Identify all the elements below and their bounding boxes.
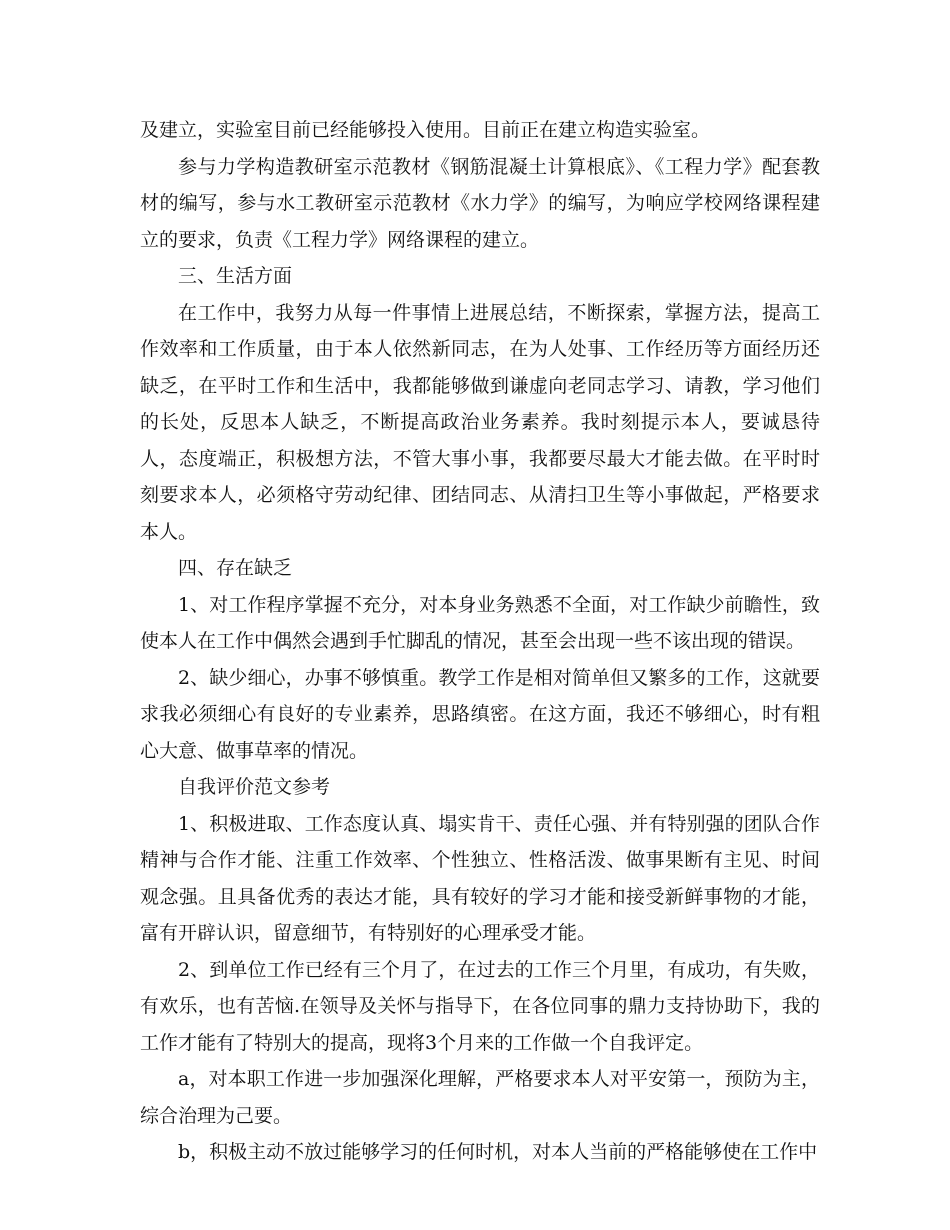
paragraph-item-b: b，积极主动不放过能够学习的任何时机，对本人当前的严格能够使在工作中: [178, 1141, 818, 1163]
paragraph-life-aspects: 在工作中，我努力从每一件事情上进展总结，不断探索，掌握方法，提高工作效率和工作质量，由于本人依然新同志，在为人处事、工作经历等方面经历还缺乏，在平时工作和生活中，我都能够做到谦虚向老同志学习、请教，学习他们的长处，反思本人缺乏，不断提高政治业务素养。我时刻提示本人，要诚恳待人，态度端正，积极想方法，不管大事小事，我都要尽最大才能去做。在平时时刻要求本人，必须格守劳动纪律、团结同志、从清扫卫生等小事做起，严格要求本人。: [140, 301, 820, 543]
section-heading-life: 三、生活方面: [178, 265, 293, 287]
paragraph-continuation: 及建立，实验室目前已经能够投入使用。目前正在建立构造实验室。: [140, 119, 711, 141]
paragraph-shortcoming-1: 1、对工作程序掌握不充分，对本身业务熟悉不全面，对工作缺少前瞻性，致使本人在工作中偶然会遇到手忙脚乱的情况，甚至会出现一些不该出现的错误。: [140, 593, 820, 652]
paragraph-textbook-writing: 参与力学构造教研室示范教材《钢筋混凝土计算根底》、《工程力学》配套教材的编写，参与水工教研室示范教材《水力学》的编写，为响应学校网络课程建立的要求，负责《工程力学》网络课程的建立。: [140, 155, 820, 251]
paragraph-item-a: a，对本职工作进一步加强深化理解，严格要求本人对平安第一，预防为主，综合治理为己要。: [140, 1068, 820, 1127]
paragraph-shortcoming-2: 2、缺少细心，办事不够慎重。教学工作是相对简单但又繁多的工作，这就要求我必须细心有良好的专业素养，思路缜密。在这方面，我还不够细心，时有粗心大意、做事草率的情况。: [140, 666, 820, 762]
paragraph-evaluation-2: 2、到单位工作已经有三个月了，在过去的工作三个月里，有成功，有失败，有欢乐，也有苦恼.在领导及关怀与指导下，在各位同事的鼎力支持协助下，我的工作才能有了特别大的提高，现将3个月来的工作做一个自我评定。: [140, 958, 820, 1054]
section-heading-self-evaluation: 自我评价范文参考: [178, 776, 331, 798]
document-body: [140, 112, 820, 1171]
section-heading-shortcomings: 四、存在缺乏: [178, 557, 293, 579]
paragraph-evaluation-1: 1、积极进取、工作态度认真、塌实肯干、责任心强、并有特别强的团队合作精神与合作才能、注重工作效率、个性独立、性格活泼、做事果断有主见、时间观念强。且具备优秀的表达才能，具有较好的学习才能和接受新鲜事物的才能，富有开辟认识，留意细节，有特别好的心理承受才能。: [140, 812, 820, 944]
